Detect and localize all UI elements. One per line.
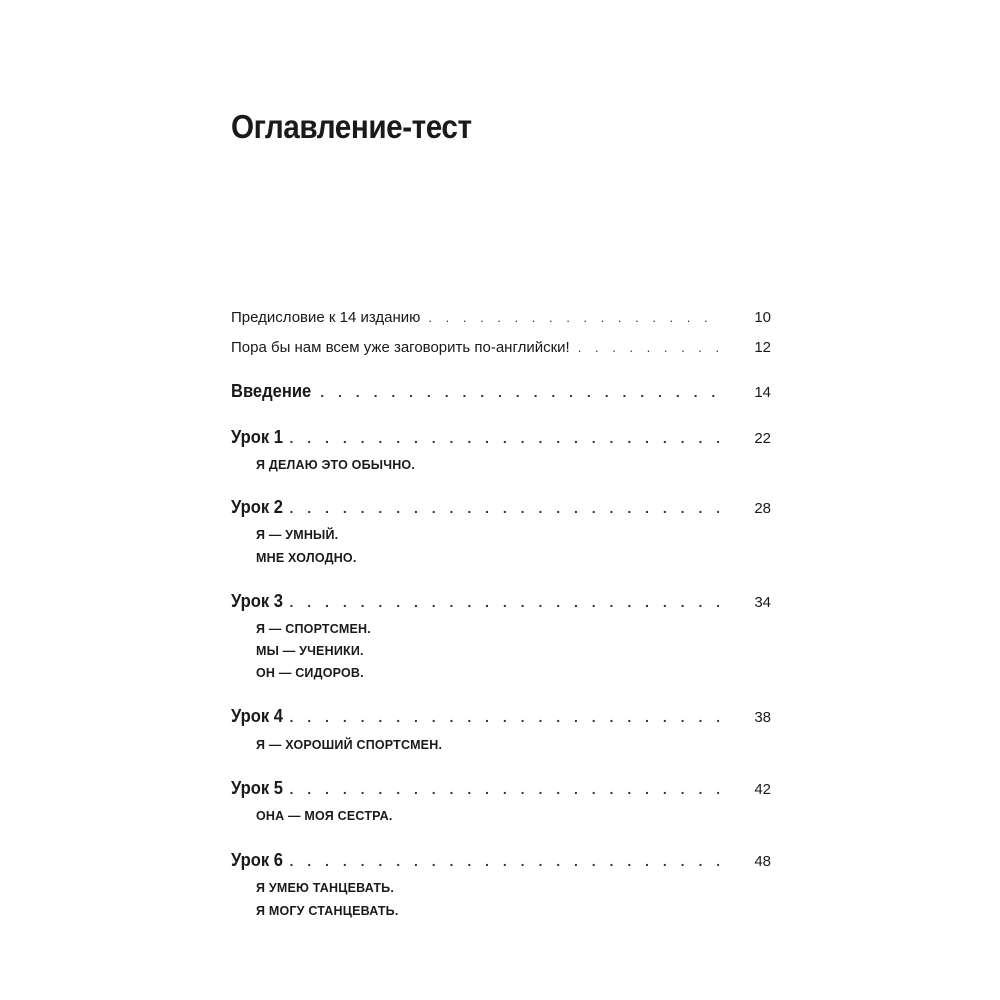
dot-leader bbox=[320, 384, 719, 400]
lesson-subtitle: Я — ХОРОШИЙ СПОРТСМЕН. bbox=[256, 738, 443, 752]
toc-entry-label: Урок 6 bbox=[231, 850, 284, 870]
toc-page-number: 22 bbox=[754, 430, 771, 447]
toc-entry-lesson-2[interactable] bbox=[231, 497, 771, 521]
lesson-subtitle: ОНА — МОЯ СЕСТРА. bbox=[256, 809, 393, 823]
lesson-subtitle: МНЕ ХОЛОДНО. bbox=[256, 551, 357, 565]
toc-page-number: 48 bbox=[754, 853, 771, 870]
toc-entry-label: Урок 3 bbox=[231, 591, 284, 611]
dot-leader bbox=[578, 340, 719, 355]
lesson-subtitle: МЫ — УЧЕНИКИ. bbox=[256, 644, 364, 658]
dot-leader bbox=[290, 594, 719, 610]
toc-entry-label: Пора бы нам всем уже заговорить по-английски! bbox=[231, 339, 570, 356]
dot-leader bbox=[290, 709, 719, 725]
dot-leader bbox=[428, 310, 719, 325]
toc-page-number: 12 bbox=[754, 339, 771, 356]
toc-page-number: 42 bbox=[754, 781, 771, 798]
toc-page-number: 10 bbox=[754, 309, 771, 326]
toc-entry-label: Предисловие к 14 изданию bbox=[231, 309, 421, 326]
toc-entry-introduction[interactable] bbox=[231, 381, 771, 405]
toc-entry-label: Урок 5 bbox=[231, 778, 284, 798]
toc-entry-label: Урок 1 bbox=[231, 427, 284, 447]
lesson-subtitle: Я — УМНЫЙ. bbox=[256, 528, 339, 542]
dot-leader bbox=[290, 500, 719, 516]
toc-entry-preface[interactable] bbox=[231, 309, 771, 333]
dot-leader bbox=[290, 781, 719, 797]
lesson-subtitle: Я ДЕЛАЮ ЭТО ОБЫЧНО. bbox=[256, 458, 416, 472]
lesson-subtitle: Я МОГУ СТАНЦЕВАТЬ. bbox=[256, 904, 399, 918]
toc-entry-lesson-3[interactable] bbox=[231, 591, 771, 615]
toc-entry-lesson-6[interactable] bbox=[231, 850, 771, 874]
page-title: Оглавление-тест bbox=[231, 108, 472, 145]
toc-page-number: 28 bbox=[754, 500, 771, 517]
toc-page-number: 14 bbox=[754, 384, 771, 401]
lesson-subtitle: ОН — СИДОРОВ. bbox=[256, 666, 364, 680]
dot-leader bbox=[290, 430, 719, 446]
toc-entry-label: Введение bbox=[231, 381, 312, 401]
toc-entry-label: Урок 2 bbox=[231, 497, 284, 517]
toc-entry-label: Урок 4 bbox=[231, 706, 284, 726]
toc-entry-lesson-4[interactable] bbox=[231, 706, 771, 730]
lesson-subtitle: Я — СПОРТСМЕН. bbox=[256, 622, 371, 636]
toc-entry-lesson-5[interactable] bbox=[231, 778, 771, 802]
toc-page-number: 38 bbox=[754, 709, 771, 726]
toc-entry-intro-note[interactable] bbox=[231, 339, 771, 363]
toc-page-number: 34 bbox=[754, 594, 771, 611]
dot-leader bbox=[290, 853, 719, 869]
toc-entry-lesson-1[interactable] bbox=[231, 427, 771, 451]
lesson-subtitle: Я УМЕЮ ТАНЦЕВАТЬ. bbox=[256, 881, 395, 895]
